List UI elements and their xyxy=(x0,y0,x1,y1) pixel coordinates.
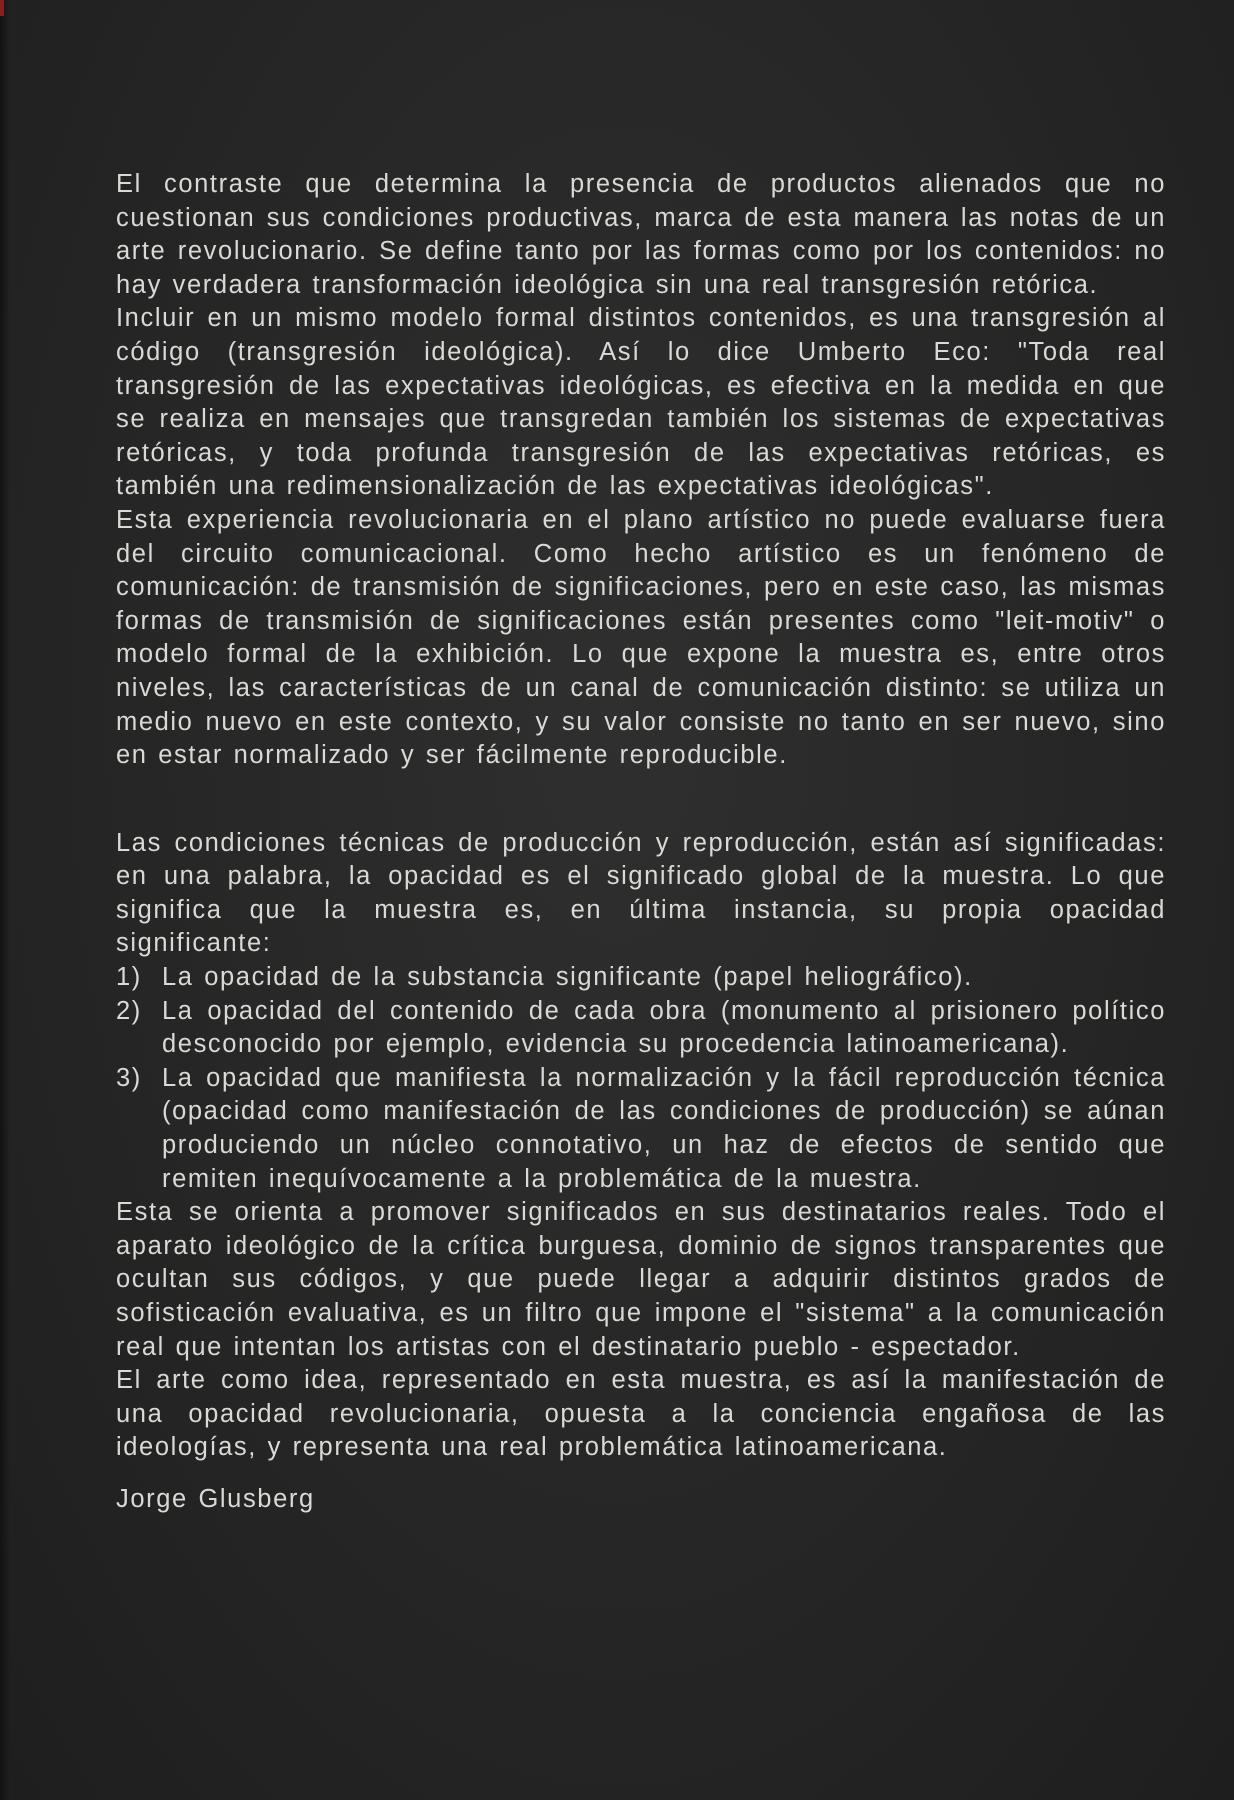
page-edge-mark xyxy=(0,0,4,16)
list-item-number: 1) xyxy=(116,963,142,992)
list-item xyxy=(116,1062,1166,1196)
paragraph: Esta experiencia revolucionaria en el plano artístico no puede evaluarse fuera del circuito comunicacional. Como hecho artístico es un fenómeno de comunicación: de transmisión de significaciones, pero en este caso, las mismas formas de transmisión de significaciones están presentes como "leit-motiv" o modelo formal de la exhibición. Lo que expone la muestra es, entre otros niveles, las características de un canal de comunicación distinto: se utiliza un medio nuevo en este contexto, y su valor consiste no tanto en ser nuevo, sino en estar normalizado y ser fácilmente reproducible. xyxy=(116,505,1166,770)
list-item-text: La opacidad que manifiesta la normalización y la fácil reproducción técnica (opacidad como manifestación de las condiciones de producción) se aúnan produciendo un núcleo connotativo, un haz de efectos de sentido que remiten inequívocamente a la problemática de la muestra. xyxy=(162,1063,1166,1193)
essay-body xyxy=(116,168,1166,1517)
paragraph: Incluir en un mismo modelo formal distintos contenidos, es una transgresión al código (transgresión ideológica). Así lo dice Umberto Eco: "Toda real transgresión de las expectativas ideológicas, es efectiva en la medida en que se realiza en mensajes que transgredan también los sistemas de expectativas retóricas, y toda profunda transgresión de las expectativas retóricas, es también una redimensionalización de las expectativas ideológicas". xyxy=(116,304,1166,501)
paragraph: El contraste que determina la presencia de productos alienados que no cuestionan sus condiciones productivas, marca de esta manera las notas de un arte revolucionario. Se define tanto por las formas como por los contenidos: no hay verdadera transformación ideológica sin una real transgresión retórica. xyxy=(116,170,1166,299)
list-item xyxy=(116,995,1166,1062)
section-gap xyxy=(116,773,1166,827)
paragraph: Esta se orienta a promover significados en sus destinatarios reales. Todo el aparato ideológico de la crítica burguesa, dominio de signos transparentes que ocultan sus códigos, y que puede llegar a adquirir distintos grados de sofisticación evaluativa, es un filtro que impone el "sistema" a la comunicación real que intentan los artistas con el destinatario pueblo - espectador. xyxy=(116,1198,1166,1361)
numbered-list xyxy=(116,961,1166,1196)
list-item-number: 3) xyxy=(116,1063,142,1092)
list-item-number: 2) xyxy=(116,996,142,1025)
list-item xyxy=(116,961,1166,995)
list-item-text: La opacidad del contenido de cada obra (monumento al prisionero político desconocido por ejemplo, evidencia su procedencia latinoamericana). xyxy=(162,996,1166,1059)
page-edge-shadow xyxy=(0,0,10,1800)
paragraph: Las condiciones técnicas de producción y reproducción, están así significadas: en una palabra, la opacidad es el significado global de la muestra. Lo que significa que la muestra es, en última instancia, su propia opacidad significante: xyxy=(116,828,1166,958)
paragraph: El arte como idea, representado en esta muestra, es así la manifestación de una opacidad revolucionaria, opuesta a la conciencia engañosa de las ideologías, y representa una real problemática latinoamericana. xyxy=(116,1366,1166,1462)
author-signature: Jorge Glusberg xyxy=(116,1484,315,1513)
list-item-text: La opacidad de la substancia significante (papel heliográfico). xyxy=(162,963,973,992)
